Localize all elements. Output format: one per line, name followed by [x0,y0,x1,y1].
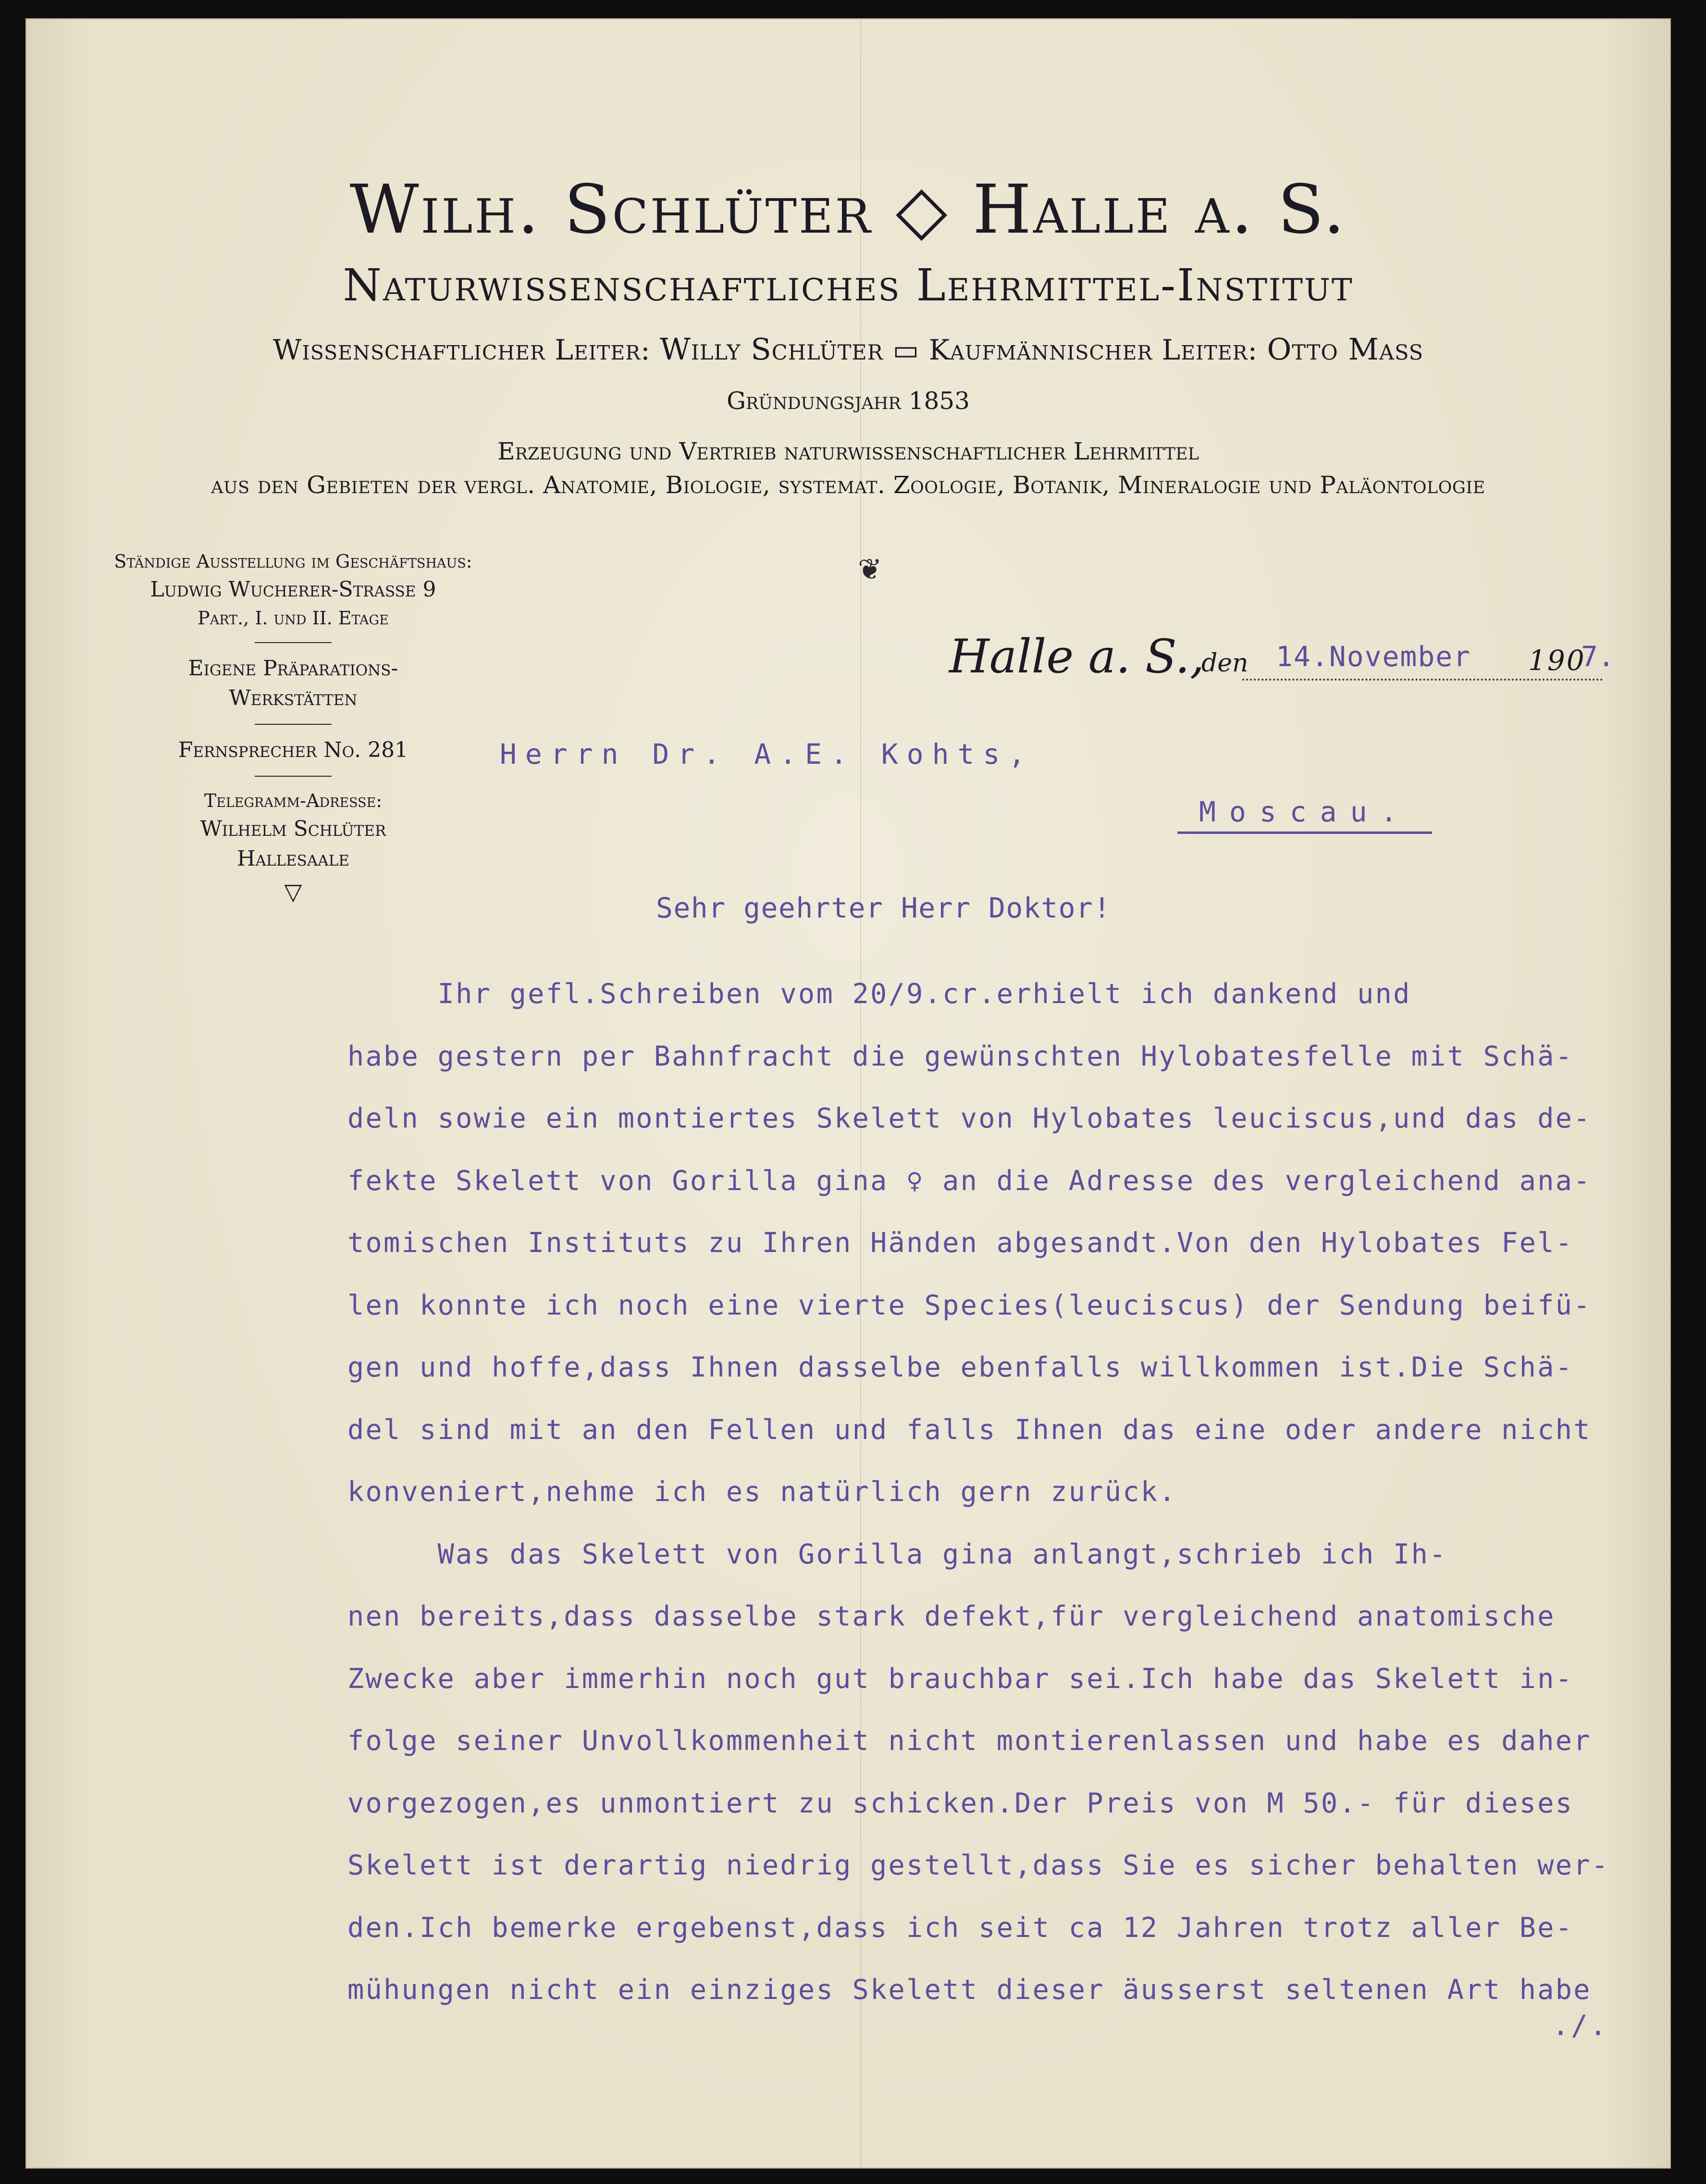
com-leader-name: Otto Mass [1267,332,1424,367]
letter-body [347,978,1670,2036]
body-line: den.Ich bemerke ergebenst,dass ich seit ca 12 Jahren trotz aller Be- [347,1911,1574,1944]
sci-leader-name: Willy Schlüter [660,332,884,367]
street-address: Ludwig Wucherer-Strasse 9 [150,577,436,602]
sidebar-divider [255,642,332,643]
leader-separator: ▭ [892,334,920,366]
date-typed: 14.November [1276,640,1471,673]
body-line: nen bereits,dass dasselbe stark defekt,für vergleichend anatomische [347,1601,1556,1632]
body-line: mühungen nicht ein einziges Skelett dieser äusserst seltenen Art habe [347,1974,1592,2006]
addressee-city: Moscau. [1199,795,1411,828]
continuation-mark: ./. [1552,2009,1608,2042]
letterhead-institute: Naturwissenschaftliches Lehrmittel-Institut [343,260,1354,311]
dateline-den: den [1201,649,1249,678]
phone-number: Fernsprecher No. 281 [178,738,408,762]
body-line: deln sowie ein montiertes Skelett von Hylobates leuciscus,und das de- [347,1103,1592,1134]
body-line: habe gestern per Bahnfracht die gewünschten Hylobatesfelle mit Schä- [347,1040,1574,1072]
dateline-place: Halle a. S., [949,630,1205,683]
year-printed: 190 [1528,644,1586,677]
body-line: fekte Skelett von Gorilla gina ♀ an die Adresse des vergleichend ana- [347,1165,1592,1197]
letterhead-areas: aus den Gebieten der vergl. Anatomie, Biologie, systemat. Zoologie, Botanik, Mineralogie und Paläontologie [211,471,1485,499]
city-underline [1177,831,1432,834]
floors: Part., I. und II. Etage [198,608,389,629]
body-line: len konnte ich noch eine vierte Species(leuciscus) der Sendung beifü- [347,1289,1592,1321]
ornament-icon: ❦ [858,553,882,586]
workshop-line-2: Werkstätten [229,686,358,710]
body-line: gen und hoffe,dass Ihnen dasselbe ebenfalls willkommen ist.Die Schä- [347,1352,1574,1383]
sci-leader-label: Wissenschaftlicher Leiter: [272,334,651,366]
com-leader-label: Kaufmännischer Leiter: [928,334,1258,366]
letter-page [26,19,1670,2168]
body-line: tomischen Instituts zu Ihren Händen abgesandt.Von den Hylobates Fel- [347,1227,1574,1259]
body-line: del sind mit an den Fellen und falls Ihnen das eine oder andere nicht [347,1414,1592,1446]
workshop-line-1: Eigene Präparations- [188,656,398,681]
telegram-line-1: Wilhelm Schlüter [200,817,386,841]
letterhead-production: Erzeugung und Vertrieb naturwissenschaftlicher Lehrmittel [497,437,1199,465]
body-line: Was das Skelett von Gorilla gina anlangt,schrieb ich Ih- [347,1538,1447,1570]
letterhead-leaders [26,332,1670,367]
body-line: Ihr gefl.Schreiben vom 20/9.cr.erhielt ich dankend und [347,978,1411,1010]
body-line: konveniert,nehme ich es natürlich gern zurück. [347,1476,1177,1508]
letterhead-founding: Gründungsjahr 1853 [727,387,970,415]
sidebar-divider [255,776,332,777]
body-line: folge seiner Unvollkommenheit nicht montierenlassen und habe es daher [347,1725,1592,1757]
sidebar-divider [255,724,332,725]
triangle-icon: ▽ [284,879,302,906]
salutation: Sehr geehrter Herr Doktor! [656,892,1111,924]
telegram-line-2: Hallesaale [237,846,349,871]
body-line: Skelett ist derartig niedrig gestellt,dass Sie es sicher behalten wer- [347,1849,1610,1881]
addressee: Herrn Dr. A.E. Kohts, [500,738,1034,770]
letterhead-firm: Wilh. Schlüter ◇ Halle a. S. [349,171,1347,249]
body-line: Zwecke aber immerhin noch gut brauchbar sei.Ich habe das Skelett in- [347,1663,1574,1695]
telegram-label: Telegramm-Adresse: [204,790,383,811]
year-typed: 7. [1581,640,1615,673]
date-dotted-line [1242,679,1603,681]
body-line: vorgezogen,es unmontiert zu schicken.Der Preis von M 50.- für dieses [347,1787,1574,1819]
exhibition-label: Ständige Ausstellung im Geschäftshaus: [114,551,472,572]
sidebar [111,548,476,906]
